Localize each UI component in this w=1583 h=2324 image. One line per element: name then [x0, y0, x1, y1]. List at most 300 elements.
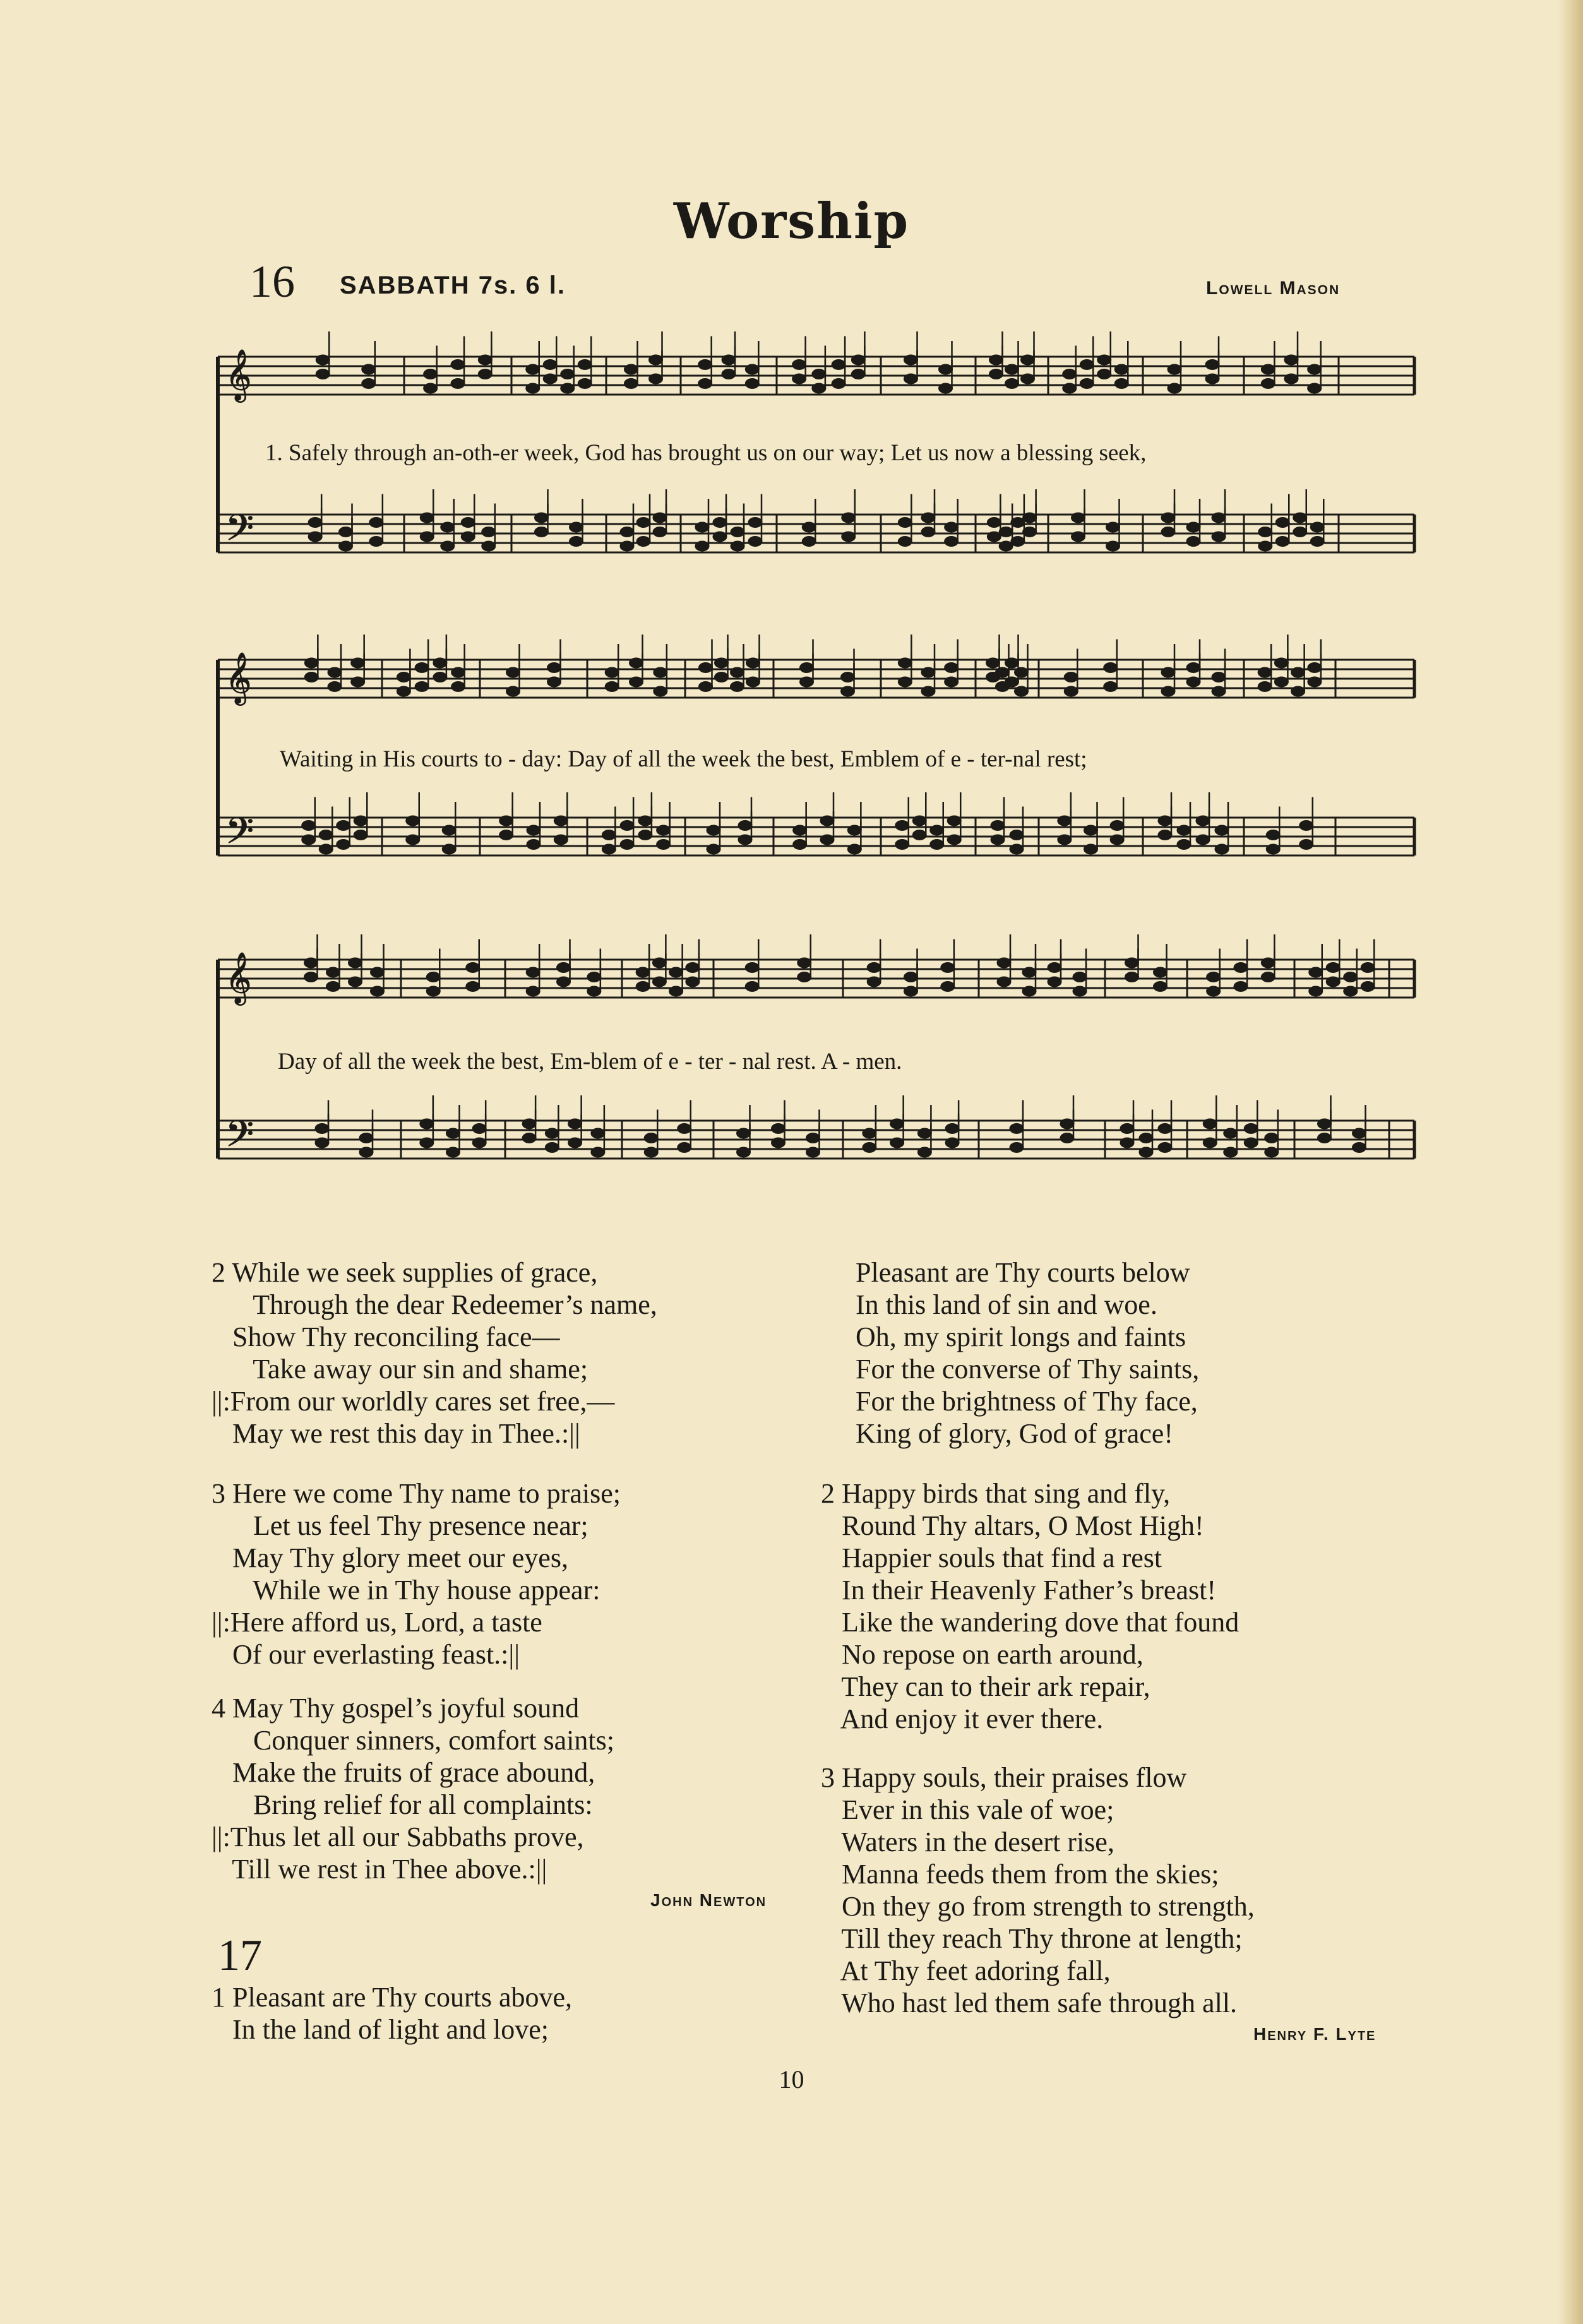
- note-head: [543, 374, 557, 384]
- note-head: [424, 383, 438, 393]
- note-head: [406, 835, 420, 845]
- note-head: [772, 1138, 786, 1148]
- note-head: [731, 527, 744, 537]
- note-head: [1274, 658, 1288, 668]
- note-head: [472, 1124, 486, 1134]
- note-head: [570, 522, 583, 532]
- note-head: [302, 835, 316, 845]
- note-head: [1139, 1133, 1153, 1143]
- note-head: [578, 360, 592, 370]
- note-head: [1205, 360, 1219, 370]
- hymn17-verse-1: 1 Pleasant are Thy courts above, In the land of light and love;: [212, 1982, 573, 2045]
- note-head: [1005, 364, 1019, 374]
- note-head: [1158, 816, 1172, 826]
- note-head: [636, 518, 650, 528]
- note-head: [1186, 537, 1200, 547]
- note-head: [989, 355, 1003, 365]
- note-head: [1196, 816, 1210, 826]
- note-head: [898, 537, 912, 547]
- note-head: [1361, 982, 1375, 992]
- note-head: [315, 1124, 329, 1134]
- note-head: [1158, 1143, 1172, 1153]
- note-head: [1308, 364, 1322, 374]
- note-head: [1010, 1124, 1024, 1134]
- note-head: [535, 527, 549, 537]
- note-head: [349, 977, 362, 987]
- note-head: [991, 835, 1005, 845]
- note-head: [917, 1147, 931, 1157]
- hymn16-verse-2: 2 While we seek supplies of grace, Through the dear Redeemer’s name, Show Thy reconciling face— Take away our sin and shame; ||:From our worldly cares set free,— May we rest this day in Thee.:||: [212, 1257, 657, 1449]
- note-head: [1168, 383, 1181, 393]
- lyric-line-2: Waiting in His courts to - day: Day of all the week the best, Emblem of e - ter-nal rest;: [280, 746, 1087, 772]
- note-head: [657, 825, 671, 835]
- note-head: [832, 379, 845, 389]
- note-head: [1060, 1133, 1074, 1143]
- note-head: [1308, 383, 1322, 393]
- note-head: [319, 844, 333, 854]
- note-head: [1203, 1119, 1217, 1129]
- author-credit-17: Henry F. Lyte: [1253, 2024, 1377, 2044]
- note-head: [669, 967, 683, 977]
- note-head: [793, 840, 807, 850]
- note-head: [304, 958, 318, 968]
- note-head: [991, 821, 1005, 831]
- note-head: [738, 821, 752, 831]
- note-head: [319, 830, 333, 840]
- note-head: [1161, 527, 1175, 537]
- note-head: [1284, 374, 1298, 384]
- hymn17-verse-2: 2 Happy birds that sing and fly, Round Thy altars, O Most High! Happier souls that find a rest In their Heavenly Father’s breast! Like the wandering dove that found No repose on earth around, They can to their ark repair, And enjoy it ever there.: [821, 1478, 1240, 1734]
- note-head: [406, 816, 420, 826]
- note-head: [446, 1128, 460, 1138]
- note-head: [557, 963, 571, 973]
- note-head: [1215, 844, 1229, 854]
- note-head: [707, 825, 720, 835]
- note-head: [354, 830, 367, 840]
- note-head: [1309, 986, 1323, 996]
- note-head: [890, 1138, 904, 1148]
- hymn16-verse-4: 4 May Thy gospel’s joyful sound Conquer sinners, comfort saints; Make the fruits of grace abound, Bring relief for all complaints: ||:Thus let all our Sabbaths prove, Till we rest in Thee above.:||: [212, 1693, 614, 1885]
- note-head: [1275, 518, 1289, 528]
- note-head: [478, 369, 492, 379]
- note-head: [328, 682, 342, 692]
- note-head: [945, 663, 959, 673]
- note-head: [451, 379, 465, 389]
- note-head: [820, 816, 834, 826]
- note-head: [602, 844, 616, 854]
- note-head: [349, 958, 362, 968]
- clef-icon: 𝄞: [225, 951, 252, 1003]
- note-head: [1154, 982, 1168, 992]
- note-head: [895, 821, 909, 831]
- note-head: [842, 513, 856, 523]
- note-head: [1161, 513, 1175, 523]
- note-head: [442, 844, 456, 854]
- note-head: [939, 364, 953, 374]
- note-head: [1125, 972, 1139, 982]
- note-head: [1048, 977, 1061, 987]
- note-head: [1073, 986, 1087, 996]
- note-head: [1261, 379, 1275, 389]
- note-head: [545, 1128, 559, 1138]
- note-head: [806, 1147, 820, 1157]
- note-head: [1224, 1147, 1238, 1157]
- note-head: [1261, 972, 1275, 982]
- note-head: [1023, 513, 1037, 523]
- note-head: [1318, 1119, 1332, 1129]
- note-head: [1261, 364, 1275, 374]
- note-head: [921, 667, 935, 677]
- note-head: [1293, 513, 1307, 523]
- note-head: [1073, 972, 1087, 982]
- note-head: [636, 537, 650, 547]
- note-head: [1326, 977, 1340, 987]
- note-head: [895, 840, 909, 850]
- note-head: [420, 513, 434, 523]
- note-head: [649, 355, 663, 365]
- note-head: [1258, 667, 1272, 677]
- clef-icon: 𝄢: [225, 1112, 254, 1164]
- note-head: [738, 835, 752, 845]
- note-head: [939, 383, 953, 393]
- note-head: [315, 1138, 329, 1148]
- note-head: [678, 1143, 691, 1153]
- note-head: [522, 1119, 536, 1129]
- composer-credit: Lowell Mason: [1206, 278, 1341, 299]
- note-head: [904, 374, 918, 384]
- note-head: [904, 986, 918, 996]
- note-head: [535, 513, 549, 523]
- note-head: [669, 986, 683, 996]
- note-head: [526, 967, 540, 977]
- note-head: [554, 816, 568, 826]
- note-head: [1022, 967, 1036, 977]
- note-head: [812, 369, 826, 379]
- note-head: [316, 369, 330, 379]
- note-head: [1234, 982, 1248, 992]
- note-head: [912, 816, 926, 826]
- note-head: [624, 364, 638, 374]
- note-head: [636, 982, 650, 992]
- note-head: [1186, 677, 1200, 687]
- note-head: [748, 518, 762, 528]
- note-head: [545, 1143, 559, 1153]
- note-head: [442, 825, 456, 835]
- note-head: [591, 1128, 605, 1138]
- note-head: [699, 682, 713, 692]
- note-head: [630, 658, 643, 668]
- note-head: [746, 677, 760, 687]
- note-head: [461, 518, 475, 528]
- note-head: [921, 513, 935, 523]
- clef-icon: 𝄢: [225, 506, 254, 558]
- note-head: [426, 972, 440, 982]
- note-head: [713, 532, 727, 542]
- note-head: [987, 518, 1001, 528]
- author-credit-16: John Newton: [650, 1890, 767, 1910]
- note-head: [1064, 672, 1078, 682]
- note-head: [605, 667, 619, 677]
- note-head: [302, 821, 316, 831]
- note-head: [371, 967, 385, 977]
- note-head: [698, 379, 712, 389]
- note-head: [832, 360, 845, 370]
- note-head: [745, 379, 759, 389]
- note-head: [354, 816, 367, 826]
- note-head: [1318, 1133, 1332, 1143]
- note-head: [1010, 844, 1024, 854]
- note-head: [657, 840, 671, 850]
- clef-icon: 𝄢: [225, 809, 254, 861]
- note-head: [989, 369, 1003, 379]
- note-head: [1021, 374, 1035, 384]
- note-head: [1010, 830, 1024, 840]
- note-head: [1110, 821, 1124, 831]
- note-head: [653, 527, 667, 537]
- note-head: [1265, 1147, 1279, 1157]
- note-head: [527, 840, 541, 850]
- note-head: [624, 379, 638, 389]
- note-head: [1114, 364, 1128, 374]
- hymn16-verse-3: 3 Here we come Thy name to praise; Let us feel Thy presence near; May Thy glory meet our eyes, While we in Thy house appear: ||:Here afford us, Lord, a taste Of our everlasting feast.:||: [212, 1478, 621, 1670]
- note-head: [841, 686, 855, 696]
- note-head: [441, 522, 455, 532]
- note-head: [867, 977, 881, 987]
- note-head: [446, 1147, 460, 1157]
- note-head: [433, 672, 447, 682]
- note-head: [1258, 527, 1272, 537]
- note-head: [1021, 355, 1035, 365]
- note-head: [1058, 835, 1072, 845]
- note-head: [397, 686, 410, 696]
- note-head: [1110, 835, 1124, 845]
- note-head: [947, 835, 961, 845]
- note-head: [722, 355, 736, 365]
- note-head: [1015, 686, 1029, 696]
- note-head: [921, 686, 935, 696]
- note-head: [686, 977, 700, 987]
- note-head: [917, 1128, 931, 1138]
- note-head: [1186, 663, 1200, 673]
- note-head: [1344, 972, 1358, 982]
- note-head: [591, 1147, 605, 1157]
- note-head: [842, 532, 856, 542]
- note-head: [1158, 1124, 1172, 1134]
- note-head: [945, 677, 959, 687]
- note-head: [587, 972, 601, 982]
- note-head: [1274, 677, 1288, 687]
- note-head: [772, 1124, 786, 1134]
- note-head: [653, 513, 667, 523]
- note-head: [999, 527, 1013, 537]
- note-head: [359, 1147, 373, 1157]
- note-head: [1125, 958, 1139, 968]
- note-head: [644, 1147, 658, 1157]
- note-head: [1265, 1133, 1279, 1143]
- note-head: [686, 963, 700, 973]
- note-head: [1161, 686, 1175, 696]
- note-head: [851, 355, 865, 365]
- note-head: [941, 982, 955, 992]
- note-head: [482, 541, 496, 551]
- note-head: [1177, 825, 1191, 835]
- note-head: [715, 658, 729, 668]
- note-head: [587, 986, 601, 996]
- note-head: [898, 518, 912, 528]
- lyric-line-3: Day of all the week the best, Em-blem of e - ter - nal rest. A - men.: [278, 1049, 902, 1075]
- note-head: [820, 835, 834, 845]
- note-head: [904, 355, 918, 365]
- note-head: [644, 1133, 658, 1143]
- note-head: [620, 527, 634, 537]
- note-head: [792, 360, 806, 370]
- note-head: [304, 658, 318, 668]
- note-head: [433, 658, 447, 668]
- section-title: Worship: [673, 193, 910, 250]
- note-head: [326, 967, 340, 977]
- note-head: [1308, 663, 1322, 673]
- note-head: [649, 374, 663, 384]
- note-head: [800, 663, 814, 673]
- note-head: [337, 821, 350, 831]
- note-head: [441, 541, 455, 551]
- note-head: [1161, 667, 1175, 677]
- tune-name: SABBATH 7s. 6 l.: [340, 271, 566, 299]
- note-head: [1326, 963, 1340, 973]
- note-head: [996, 667, 1010, 677]
- note-head: [867, 963, 881, 973]
- note-head: [1158, 830, 1172, 840]
- note-head: [339, 527, 353, 537]
- note-head: [369, 537, 383, 547]
- note-head: [554, 835, 568, 845]
- note-head: [638, 816, 652, 826]
- note-head: [1064, 686, 1078, 696]
- note-head: [351, 658, 365, 668]
- note-head: [506, 667, 520, 677]
- note-head: [1244, 1124, 1258, 1134]
- note-head: [308, 518, 322, 528]
- hymn17-number: 17: [218, 1931, 262, 1980]
- note-head: [605, 682, 619, 692]
- note-head: [1310, 522, 1324, 532]
- note-head: [351, 677, 365, 687]
- note-head: [713, 518, 727, 528]
- note-head: [737, 1147, 751, 1157]
- note-head: [898, 658, 912, 668]
- note-head: [890, 1119, 904, 1129]
- note-head: [841, 672, 855, 682]
- note-head: [1106, 522, 1120, 532]
- note-head: [451, 667, 465, 677]
- note-head: [1293, 527, 1307, 537]
- note-head: [1023, 527, 1037, 537]
- note-head: [420, 532, 434, 542]
- note-head: [369, 518, 383, 528]
- note-head: [316, 355, 330, 365]
- note-head: [1114, 379, 1128, 389]
- note-head: [466, 963, 480, 973]
- note-head: [426, 986, 440, 996]
- note-head: [652, 977, 666, 987]
- note-head: [506, 686, 520, 696]
- note-head: [802, 537, 816, 547]
- note-head: [1284, 355, 1298, 365]
- note-head: [362, 379, 376, 389]
- note-head: [570, 537, 583, 547]
- note-head: [792, 374, 806, 384]
- note-head: [328, 667, 342, 677]
- note-head: [800, 677, 814, 687]
- note-head: [557, 977, 571, 987]
- note-head: [898, 677, 912, 687]
- note-head: [1084, 844, 1098, 854]
- note-head: [561, 369, 575, 379]
- note-head: [1120, 1138, 1134, 1148]
- note-head: [930, 825, 944, 835]
- note-head: [1168, 364, 1181, 374]
- hymn17-verse-3: 3 Happy souls, their praises flow Ever in this vale of woe; Waters in the desert rise, Manna feeds them from the skies; On they go from strength to strength, Till they reach Thy throne at length; At Thy feet adoring fall, Who hast led them safe through all.: [821, 1762, 1255, 2018]
- note-head: [1005, 379, 1019, 389]
- note-head: [1104, 682, 1118, 692]
- note-head: [745, 963, 759, 973]
- note-head: [1063, 383, 1077, 393]
- note-head: [472, 1138, 486, 1148]
- note-head: [397, 672, 410, 682]
- note-head: [1022, 986, 1036, 996]
- note-head: [652, 958, 666, 968]
- note-head: [722, 369, 736, 379]
- note-head: [337, 840, 350, 850]
- note-head: [1212, 532, 1226, 542]
- note-head: [1097, 355, 1111, 365]
- note-head: [1361, 963, 1375, 973]
- note-head: [547, 677, 561, 687]
- note-head: [1261, 958, 1275, 968]
- note-head: [499, 816, 513, 826]
- note-head: [527, 825, 541, 835]
- note-head: [797, 972, 811, 982]
- note-head: [745, 364, 759, 374]
- note-head: [1212, 513, 1226, 523]
- note-head: [1207, 972, 1221, 982]
- note-head: [847, 844, 861, 854]
- note-head: [1072, 513, 1085, 523]
- note-head: [578, 379, 592, 389]
- note-head: [482, 527, 496, 537]
- note-head: [941, 963, 955, 973]
- note-head: [362, 364, 376, 374]
- note-head: [1097, 369, 1111, 379]
- note-head: [543, 360, 557, 370]
- note-head: [478, 355, 492, 365]
- note-head: [737, 1128, 751, 1138]
- note-head: [1015, 667, 1029, 677]
- note-head: [945, 537, 959, 547]
- note-head: [921, 527, 935, 537]
- note-head: [707, 844, 720, 854]
- note-head: [731, 667, 744, 677]
- note-head: [904, 972, 918, 982]
- note-head: [1080, 379, 1094, 389]
- note-head: [654, 686, 667, 696]
- note-head: [746, 658, 760, 668]
- note-head: [863, 1128, 876, 1138]
- note-head: [847, 825, 861, 835]
- note-head: [1353, 1128, 1366, 1138]
- note-head: [1244, 1138, 1258, 1148]
- note-head: [1266, 830, 1280, 840]
